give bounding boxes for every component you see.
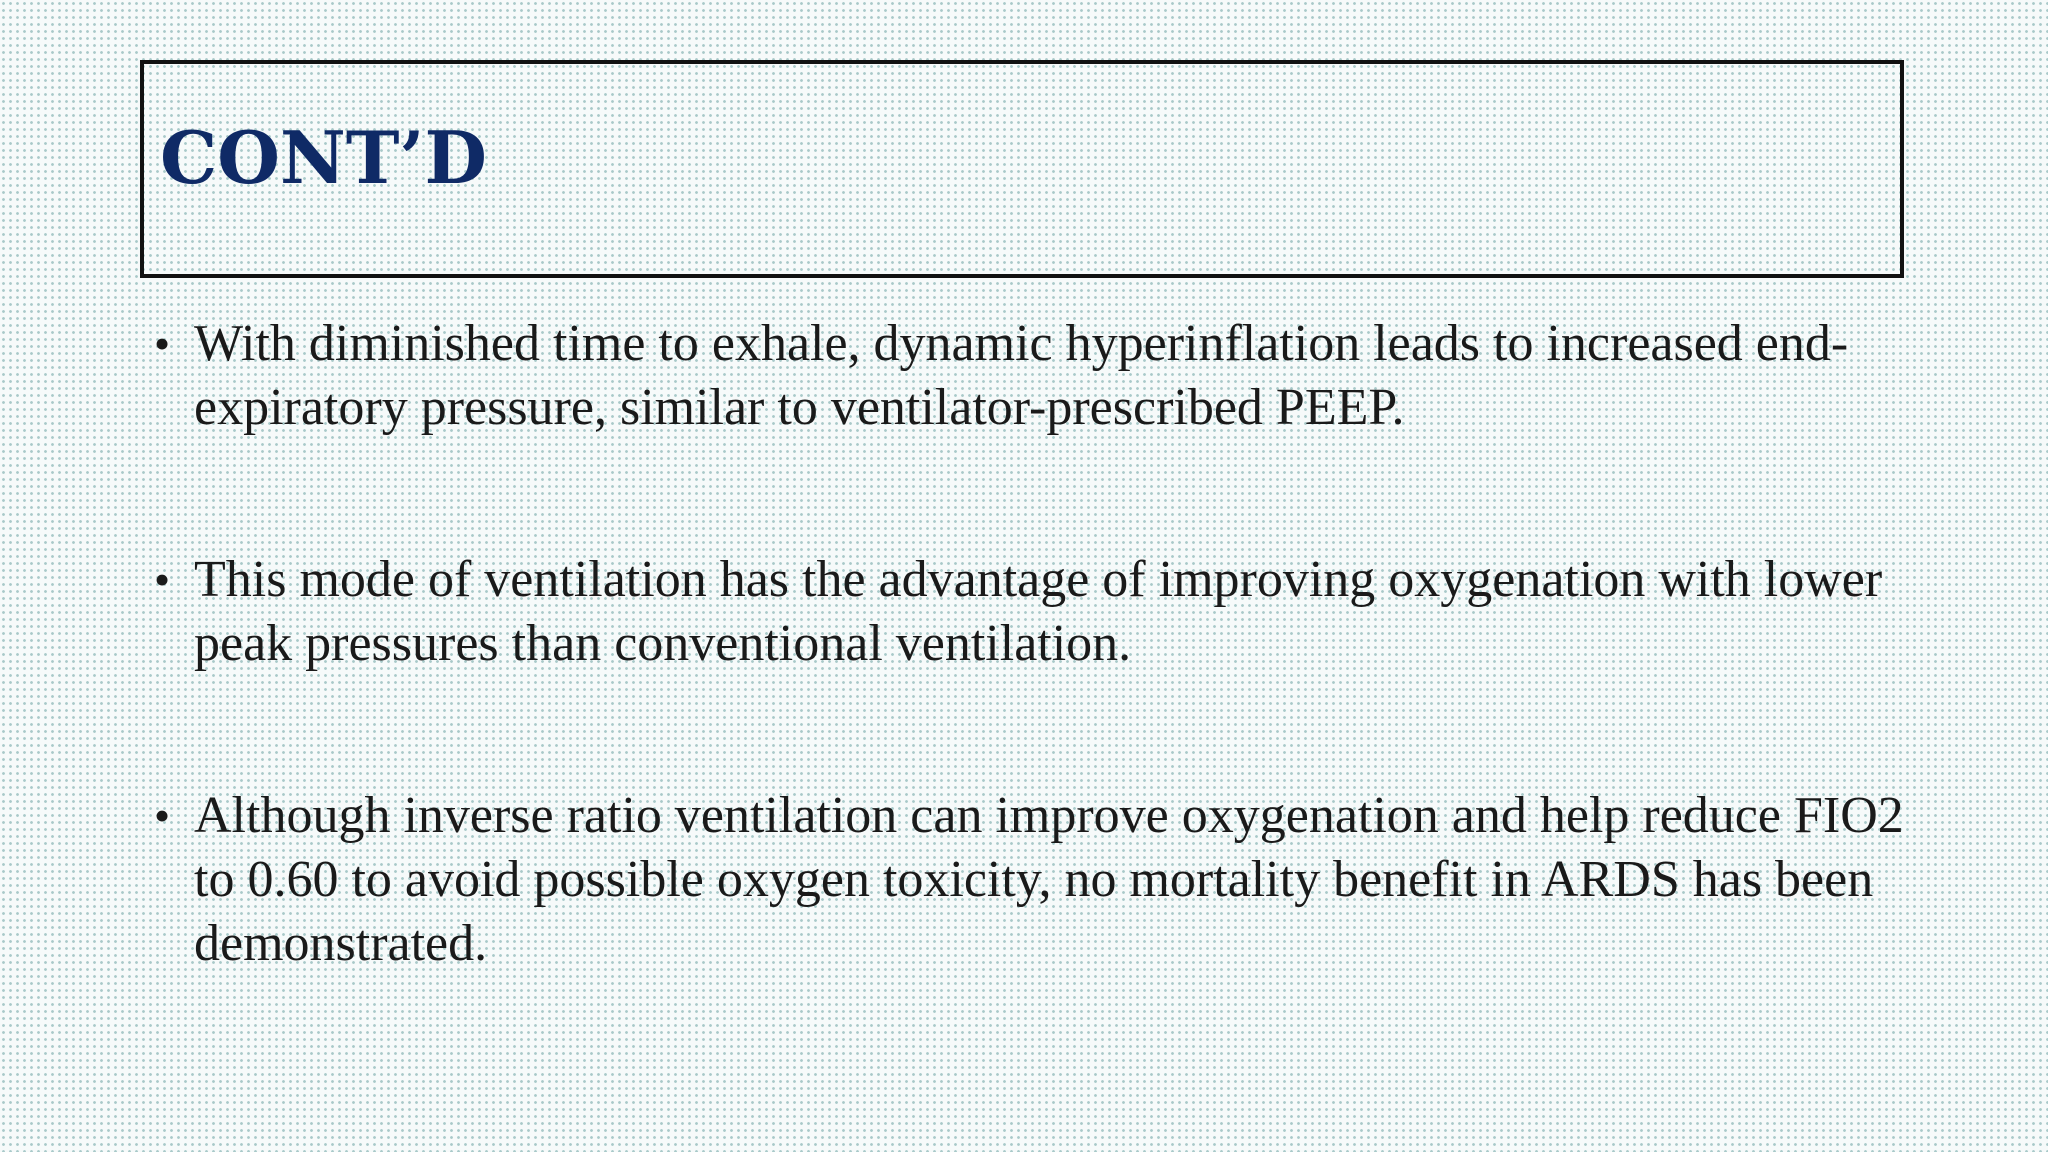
bullet-item [150, 548, 1930, 676]
bullet-icon: • [154, 554, 171, 605]
bullet-text: This mode of ventilation has the advantage of improving oxygenation with lower peak pressures than conventional ventilation. [194, 551, 1883, 672]
bullet-text: With diminished time to exhale, dynamic hyperinflation leads to increased end-expiratory pressure, similar to ventilator-prescribed PEEP. [194, 315, 1849, 436]
bullet-item [150, 312, 1930, 440]
bullet-icon: • [154, 318, 171, 369]
bullet-icon: • [154, 790, 171, 841]
bullet-item [150, 784, 1930, 976]
title-box [140, 60, 1904, 278]
bullet-list [150, 312, 1930, 1084]
bullet-text: Although inverse ratio ventilation can improve oxygenation and help reduce FIO2 to 0.60 to avoid possible oxygen toxicity, no mortality benefit in ARDS has been demonstrated. [194, 787, 1904, 972]
slide-title: CONT’D [160, 115, 487, 200]
